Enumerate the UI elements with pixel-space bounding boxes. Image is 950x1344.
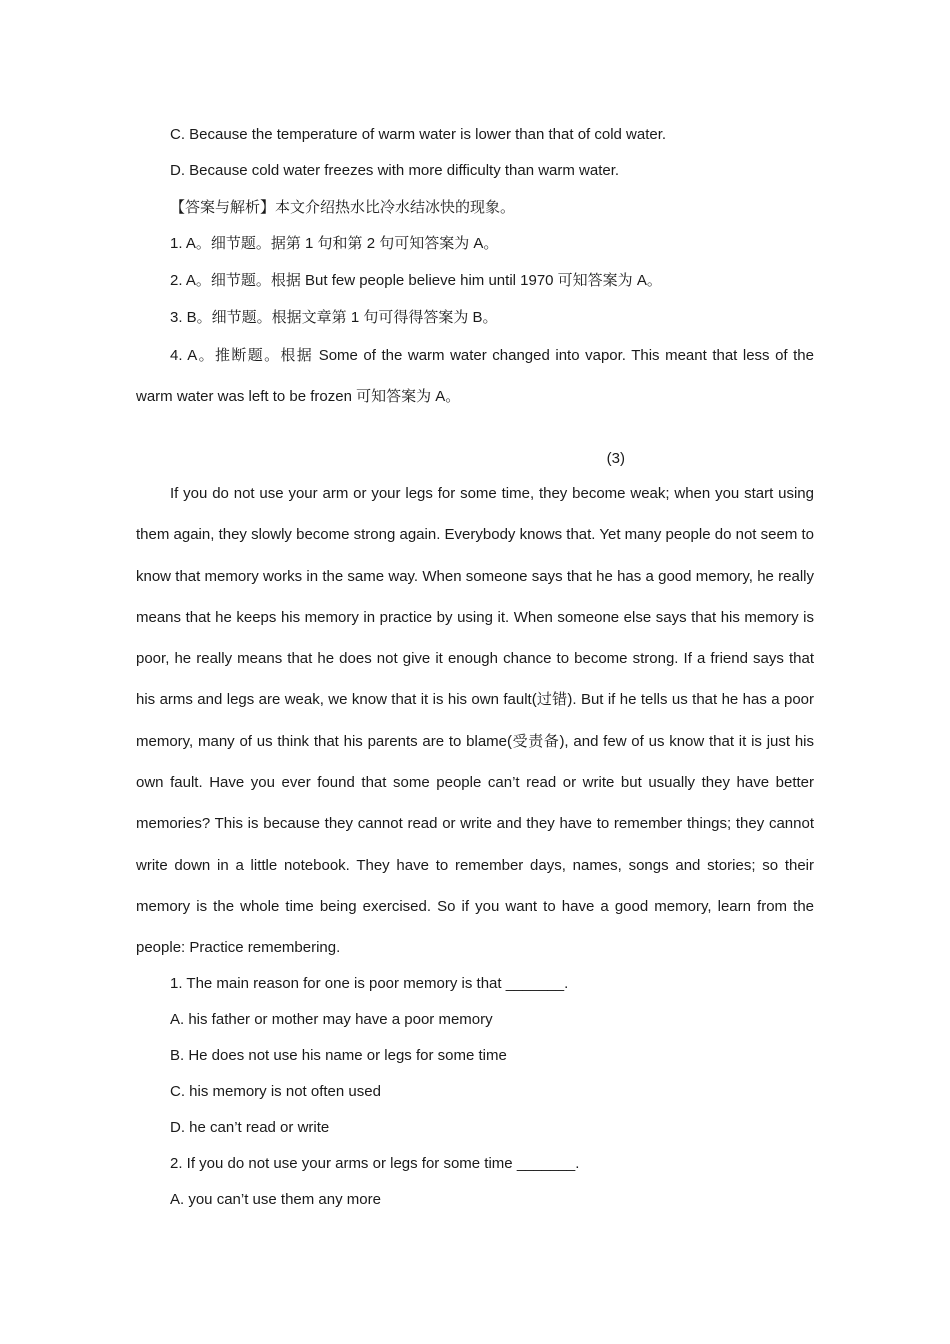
passage-number: (3)	[606, 450, 625, 467]
answer-heading: 【答案与解析】本文介绍热水比冷水结冰快的现象。	[170, 199, 516, 216]
question-1-option-c: C. his memory is not often used	[170, 1083, 381, 1100]
option-c-previous: C. Because the temperature of warm water is lower than that of cold water.	[170, 126, 667, 143]
question-1-option-d: D. he can’t read or write	[170, 1119, 330, 1136]
passage-body: If you do not use your arm or your legs for some time, they become weak; when you start using them again, they slowly become strong again. Everybody knows that. Yet many people do not seem to know that memory works in the same way. When someone says that he has a good memory, he really means that he keeps his memory in practice by using it. When someone else says that his memory is poor, he really means that he does not give it enough chance to become strong. If a friend says that his arms and legs are weak, we know that it is his own fault(过错). But if he tells us that he has a poor memory, many of us think that his parents are to blame(受责备), and few of us know that it is just his own fault. Have you ever found that some people can’t read or write but usually they have better memories? This is because they cannot read or write and they have to remember things; they cannot write down in a little notebook. They have to remember days, names, songs and stories; so their memory is the whole time being exercised. So if you want to have a good memory, learn from the people: Practice remembering.	[136, 485, 814, 957]
answer-2: 2. A。细节题。根据 But few people believe him until 1970 可知答案为 A。	[170, 272, 662, 289]
option-d-previous: D. Because cold water freezes with more difficulty than warm water.	[170, 162, 620, 179]
question-1-stem: 1. The main reason for one is poor memory is that _______.	[170, 975, 569, 992]
question-1-option-a: A. his father or mother may have a poor memory	[170, 1011, 493, 1028]
question-2-stem: 2. If you do not use your arms or legs for some time _______.	[170, 1155, 580, 1172]
answer-1: 1. A。细节题。据第 1 句和第 2 句可知答案为 A。	[170, 235, 499, 252]
answer-4: 4. A。推断题。根据 Some of the warm water changed into vapor. This meant that less of the warm water was left to be frozen 可知答案为 A。	[136, 347, 814, 406]
question-2-option-a: A. you can’t use them any more	[170, 1191, 381, 1208]
question-1-option-b: B. He does not use his name or legs for some time	[170, 1047, 507, 1064]
answer-3: 3. B。细节题。根据文章第 1 句可得得答案为 B。	[170, 309, 498, 326]
